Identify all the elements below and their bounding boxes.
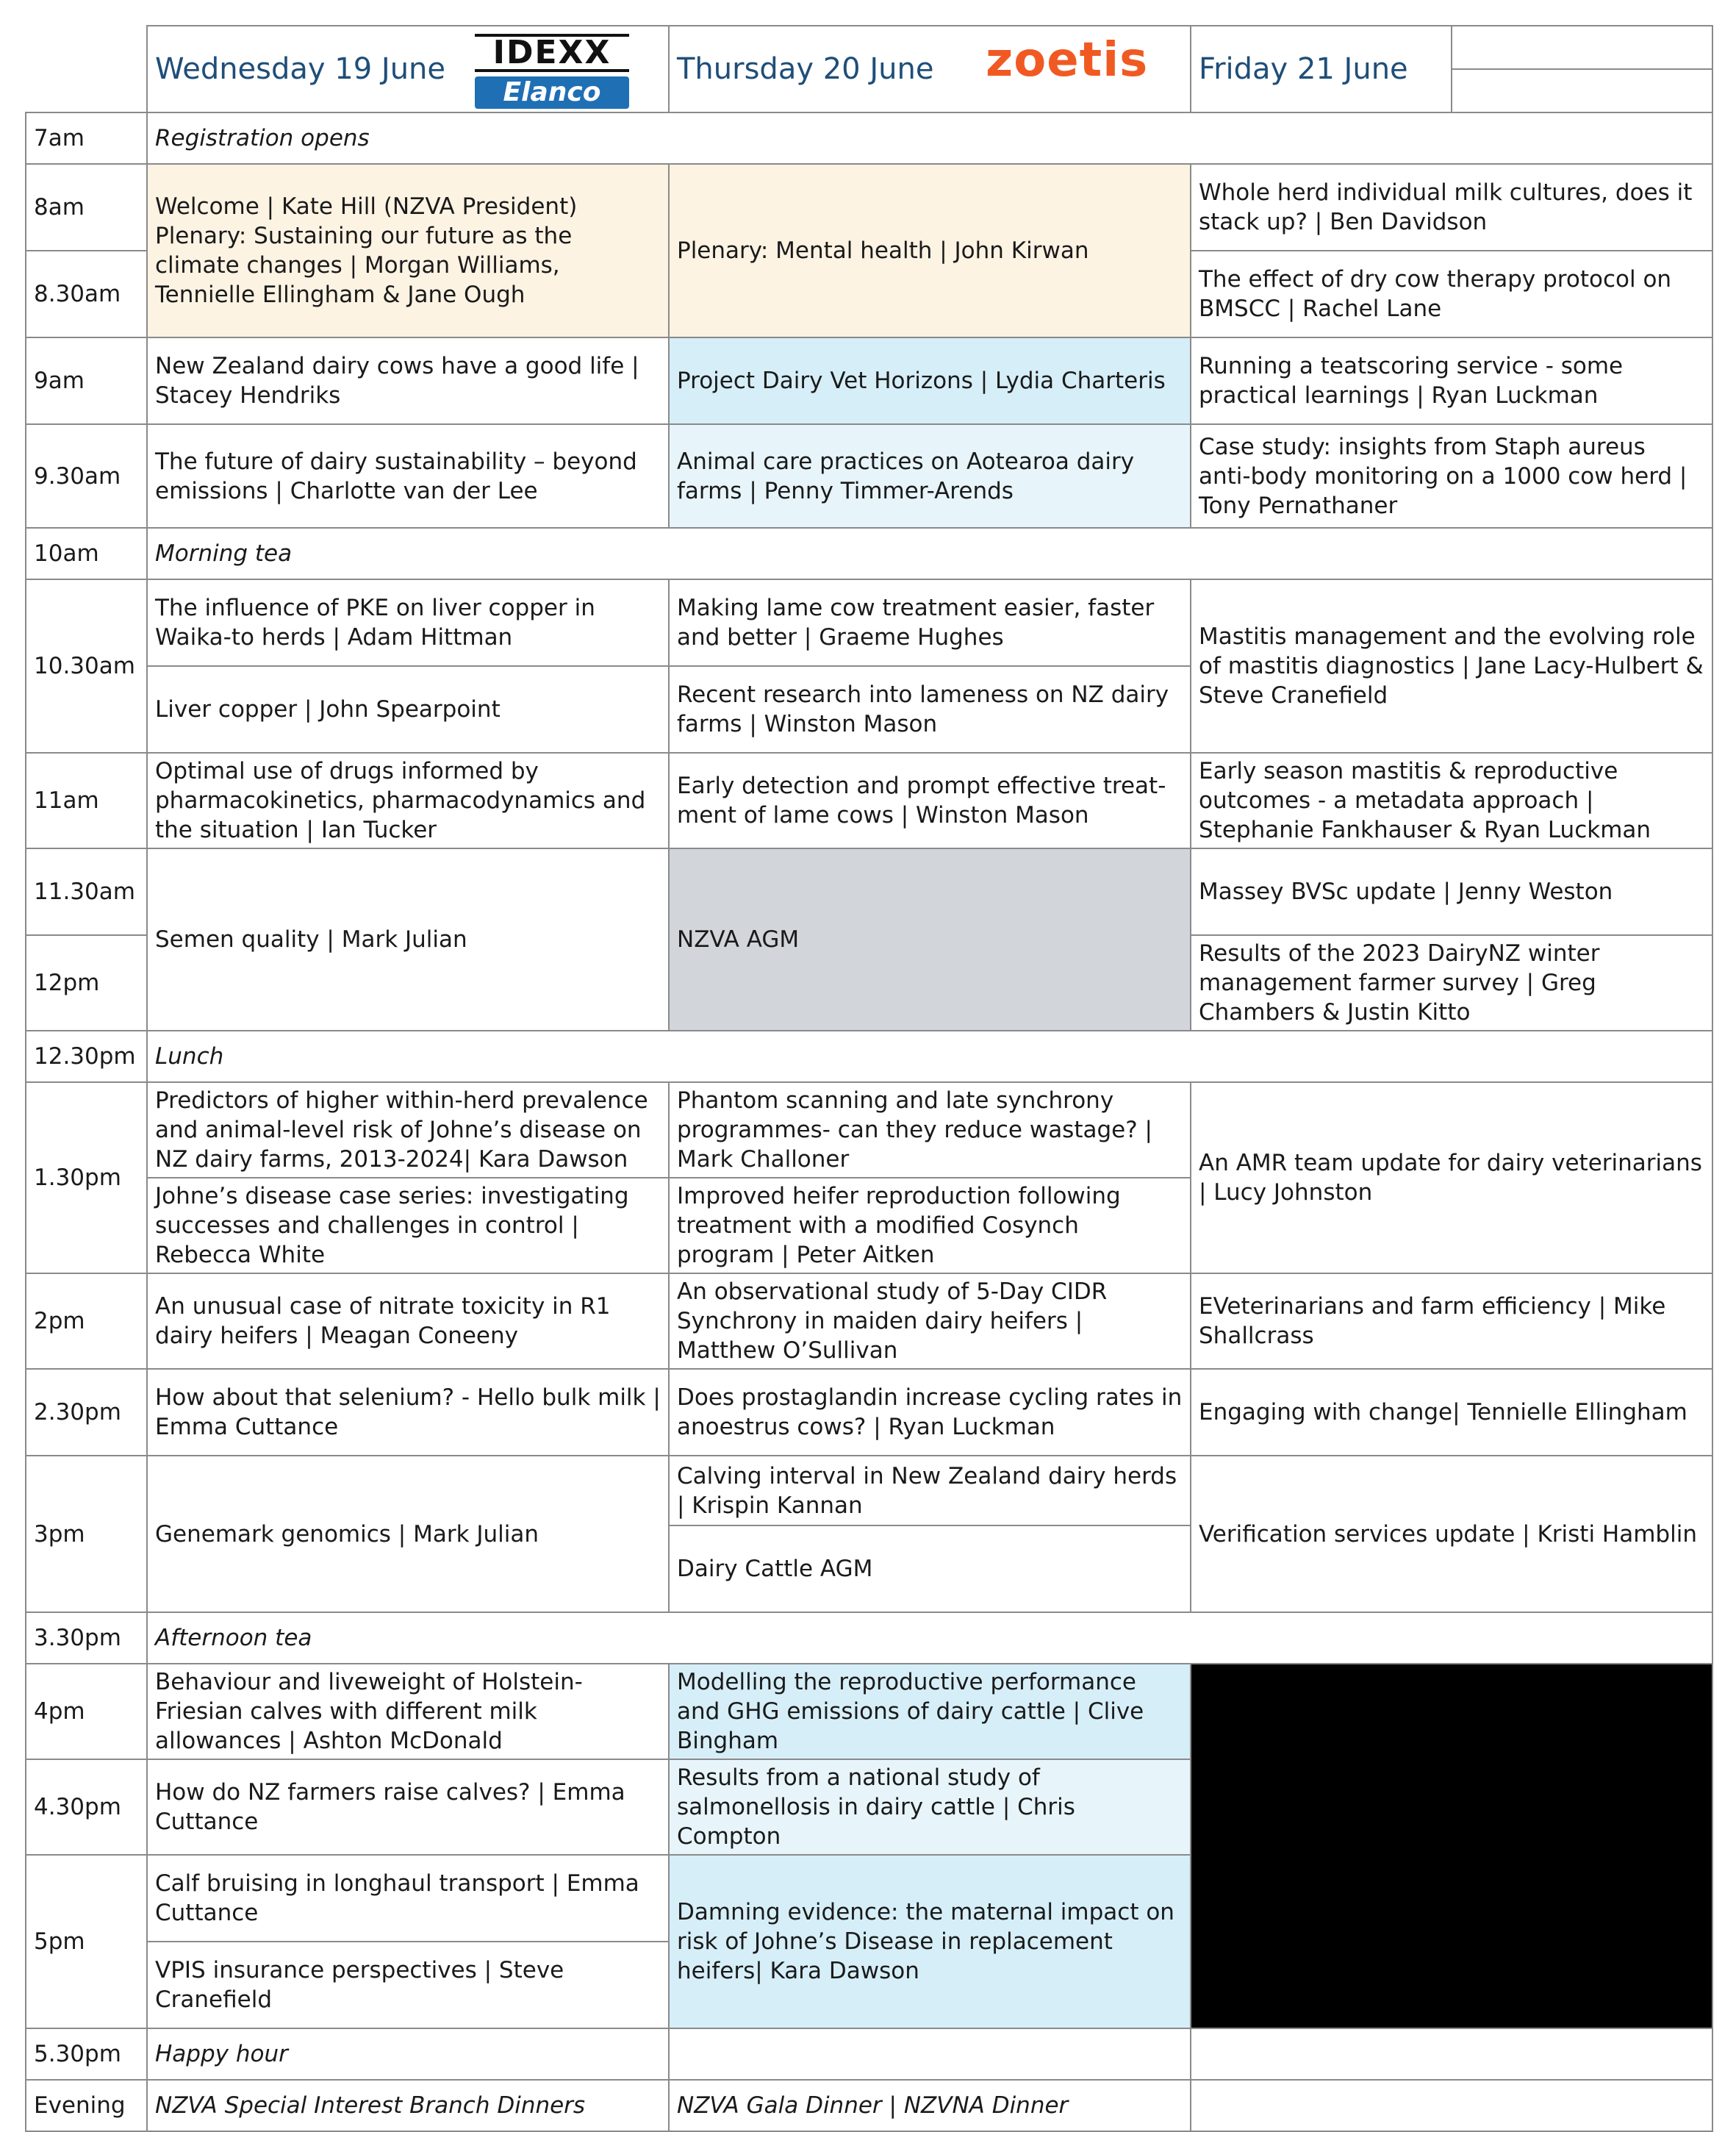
session-wed-2pm: An unusual case of nitrate toxicity in R1 dairy heifers | Meagan Coneeny — [147, 1273, 669, 1369]
session-thu-1030-a: Making lame cow treatment easier, faster and better | Graeme Hughes — [669, 579, 1191, 666]
zoetis-logo: zoetis — [986, 33, 1149, 87]
session-thu-9am: Project Dairy Vet Horizons | Lydia Charteris — [669, 337, 1191, 424]
time-1230pm: 12.30pm — [26, 1031, 147, 1082]
evening-wed: NZVA Special Interest Branch Dinners — [147, 2080, 669, 2131]
session-wed-430pm: How do NZ farmers raise calves? | Emma Cuttance — [147, 1759, 669, 1855]
time-7am: 7am — [26, 112, 147, 164]
time-830am: 8.30am — [26, 251, 147, 337]
session-wed-1130: Semen quality | Mark Julian — [147, 848, 669, 1031]
evening-thu: NZVA Gala Dinner | NZVNA Dinner — [669, 2080, 1191, 2131]
session-wed-4pm: Behaviour and liveweight of Holstein-Friesian calves with different milk allowances | Ashton McDonald — [147, 1664, 669, 1759]
session-wed-230pm: How about that selenium? - Hello bulk milk | Emma Cuttance — [147, 1369, 669, 1456]
session-wed-5-b: VPIS insurance perspectives | Steve Cranefield — [147, 1942, 669, 2028]
session-thu-430pm: Results from a national study of salmonellosis in dairy cattle | Chris Compton — [669, 1759, 1191, 1855]
session-thu-1030-b: Recent research into lameness on NZ dairy farms | Winston Mason — [669, 666, 1191, 753]
time-5pm: 5pm — [26, 1855, 147, 2028]
day-label-thursday: Thursday 20 June — [677, 52, 934, 86]
blacked-out-block — [1191, 1664, 1712, 2028]
session-wed-930am: The future of dairy sustainability – beyond emissions | Charlotte van der Lee — [147, 424, 669, 528]
session-thu-3-a: Calving interval in New Zealand dairy herds | Krispin Kannan — [669, 1456, 1191, 1525]
session-fri-9am: Running a teatscoring service - some practical learnings | Ryan Luckman — [1191, 337, 1712, 424]
session-thu-130-a: Phantom scanning and late synchrony programmes- can they reduce wastage? | Mark Challoner — [669, 1082, 1191, 1178]
session-fri-230pm: Engaging with change| Tennielle Ellingham — [1191, 1369, 1712, 1456]
session-fri-1030: Mastitis management and the evolving role of mastitis diagnostics | Jane Lacy-Hulbert & Steve Cranefield — [1191, 579, 1712, 753]
day-label-wednesday: Wednesday 19 June — [155, 52, 446, 86]
empty-header-cell-bottom — [1452, 69, 1712, 112]
time-2pm: 2pm — [26, 1273, 147, 1369]
session-thu-2pm: An observational study of 5-Day CIDR Synchrony in maiden dairy heifers | Matthew O’Sullivan — [669, 1273, 1191, 1369]
time-530pm: 5.30pm — [26, 2028, 147, 2080]
idexx-logo: IDEXX — [475, 34, 629, 72]
session-thu-11am: Early detection and prompt effective treat-ment of lame cows | Winston Mason — [669, 753, 1191, 848]
session-thu-3-b: Dairy Cattle AGM — [669, 1525, 1191, 1612]
session-fri-1130am: Massey BVSc update | Jenny Weston — [1191, 848, 1712, 935]
session-fri-830am: The effect of dry cow therapy protocol on BMSCC | Rachel Lane — [1191, 251, 1712, 337]
schedule-table — [25, 25, 1713, 2132]
time-12pm: 12pm — [26, 935, 147, 1031]
session-wed-130-b: Johne’s disease case series: investigating successes and challenges in control | Rebecca White — [147, 1178, 669, 1273]
day-header-thursday — [669, 26, 1191, 112]
empty-thu-530 — [669, 2028, 1191, 2080]
session-thu-5pm: Damning evidence: the maternal impact on risk of Johne’s Disease in replacement heifers| Kara Dawson — [669, 1855, 1191, 2028]
lunch: Lunch — [147, 1031, 1712, 1082]
idexx-elanco-logo — [475, 34, 629, 109]
session-wed-9am: New Zealand dairy cows have a good life | Stacey Hendriks — [147, 337, 669, 424]
time-1130am: 11.30am — [26, 848, 147, 935]
session-fri-8am: Whole herd individual milk cultures, does it stack up? | Ben Davidson — [1191, 164, 1712, 251]
session-thu-4pm: Modelling the reproductive performance and GHG emissions of dairy cattle | Clive Bingham — [669, 1664, 1191, 1759]
elanco-logo: Elanco — [475, 76, 629, 109]
session-wed-11am: Optimal use of drugs informed by pharmacokinetics, pharmacodynamics and the situation | Ian Tucker — [147, 753, 669, 848]
corner-empty — [26, 26, 147, 112]
session-thu-930am: Animal care practices on Aotearoa dairy farms | Penny Timmer-Arends — [669, 424, 1191, 528]
day-header-wednesday — [147, 26, 669, 112]
day-header-friday — [1191, 26, 1452, 112]
time-10am: 10am — [26, 528, 147, 579]
time-130pm: 1.30pm — [26, 1082, 147, 1273]
empty-fri-evening — [1191, 2080, 1712, 2131]
registration-opens: Registration opens — [147, 112, 1712, 164]
session-nzva-agm: NZVA AGM — [669, 848, 1191, 1031]
time-8am: 8am — [26, 164, 147, 251]
session-welcome-plenary: Welcome | Kate Hill (NZVA President) Plenary: Sustaining our future as the climate changes | Morgan Williams, Tennielle Ellingham & Jane Ough — [147, 164, 669, 337]
session-fri-3pm: Verification services update | Kristi Hamblin — [1191, 1456, 1712, 1612]
session-thu-230pm: Does prostaglandin increase cycling rates in anoestrus cows? | Ryan Luckman — [669, 1369, 1191, 1456]
session-wed-130-a: Predictors of higher within-herd prevalence and animal-level risk of Johne’s disease on NZ dairy farms, 2013-2024| Kara Dawson — [147, 1082, 669, 1178]
time-3pm: 3pm — [26, 1456, 147, 1612]
time-1030am: 10.30am — [26, 579, 147, 753]
session-plenary-mental-health: Plenary: Mental health | John Kirwan — [669, 164, 1191, 337]
empty-header-cell-top — [1452, 26, 1712, 69]
session-thu-130-b: Improved heifer reproduction following treatment with a modified Cosynch program | Peter Aitken — [669, 1178, 1191, 1273]
time-330pm: 3.30pm — [26, 1612, 147, 1664]
time-230pm: 2.30pm — [26, 1369, 147, 1456]
morning-tea: Morning tea — [147, 528, 1712, 579]
time-430pm: 4.30pm — [26, 1759, 147, 1855]
afternoon-tea: Afternoon tea — [147, 1612, 1712, 1664]
time-11am: 11am — [26, 753, 147, 848]
session-fri-11am: Early season mastitis & reproductive outcomes - a metadata approach | Stephanie Fankhauser & Ryan Luckman — [1191, 753, 1712, 848]
session-fri-130: An AMR team update for dairy veterinarians | Lucy Johnston — [1191, 1082, 1712, 1273]
session-fri-12pm: Results of the 2023 DairyNZ winter management farmer survey | Greg Chambers & Justin Kitto — [1191, 935, 1712, 1031]
time-evening: Evening — [26, 2080, 147, 2131]
time-930am: 9.30am — [26, 424, 147, 528]
empty-fri-530 — [1191, 2028, 1712, 2080]
time-4pm: 4pm — [26, 1664, 147, 1759]
session-wed-5-a: Calf bruising in longhaul transport | Emma Cuttance — [147, 1855, 669, 1942]
session-wed-1030-b: Liver copper | John Spearpoint — [147, 666, 669, 753]
time-9am: 9am — [26, 337, 147, 424]
session-fri-2pm: EVeterinarians and farm efficiency | Mike Shallcrass — [1191, 1273, 1712, 1369]
session-wed-1030-a: The influence of PKE on liver copper in Waika-to herds | Adam Hittman — [147, 579, 669, 666]
session-wed-3pm: Genemark genomics | Mark Julian — [147, 1456, 669, 1612]
day-label-friday: Friday 21 June — [1199, 52, 1408, 86]
session-fri-930am: Case study: insights from Staph aureus anti-body monitoring on a 1000 cow herd | Tony Pernathaner — [1191, 424, 1712, 528]
happy-hour: Happy hour — [147, 2028, 669, 2080]
